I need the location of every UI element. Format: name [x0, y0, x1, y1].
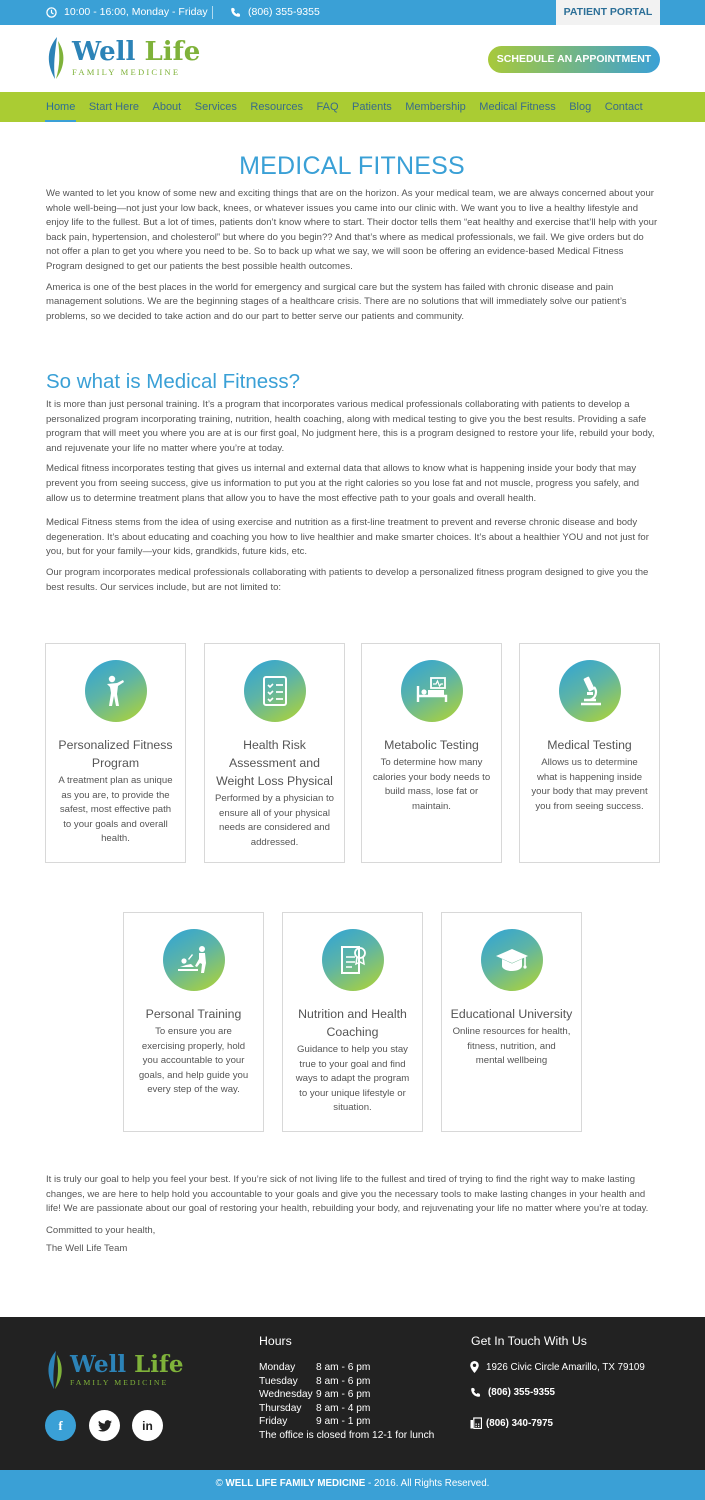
bed-monitor-icon — [415, 676, 449, 706]
phone-info[interactable] — [230, 0, 320, 25]
logo-tagline: FAMILY MEDICINE — [72, 67, 181, 77]
service-icon-badge — [244, 660, 306, 722]
service-icon-badge — [559, 660, 621, 722]
hours-time: 8 am - 6 pm — [316, 1362, 371, 1373]
site-footer — [0, 1317, 705, 1470]
footer-logo[interactable] — [45, 1349, 184, 1391]
signoff-line-1: Committed to your health, — [46, 1224, 156, 1236]
body-paragraph-3: Medical Fitness stems from the idea of using exercise and nutrition as a first-line treatment to prevent and reverse chronic disease and body degeneration. It’s about educating and coaching you how to live healthier and make smarter choices. It’s about a healthier YOU and not just for you, but for your family—your kids, grandkids, future kids, etc. — [46, 517, 649, 558]
what-is-section — [46, 370, 658, 595]
hours-day: Monday — [259, 1362, 296, 1373]
clock-icon — [46, 7, 57, 18]
divider — [212, 6, 213, 19]
copyright-text: - 2016. All Rights Reserved. — [365, 1478, 490, 1489]
service-title: Health Risk Assessment and Weight Loss Physical — [216, 738, 333, 788]
service-description: Allows us to determine what is happening inside your body that may prevent you from seeing success. — [531, 757, 648, 812]
hours-time: 9 am - 6 pm — [316, 1389, 371, 1400]
trainer-icon — [176, 945, 212, 975]
nav-item-medical-fitness[interactable]: Medical Fitness — [479, 101, 556, 113]
facebook-icon: f — [58, 1417, 63, 1433]
service-description: Performed by a physician to ensure all of your physical needs are considered and addressed. — [215, 793, 334, 848]
patient-portal-button[interactable]: PATIENT PORTAL — [556, 0, 660, 25]
hours-row — [259, 1375, 434, 1389]
phone-icon — [470, 1387, 481, 1398]
closing-section — [46, 1173, 658, 1257]
nav-item-resources[interactable]: Resources — [250, 101, 303, 113]
service-title: Medical Testing — [547, 738, 632, 752]
hours-day: Thursday — [259, 1402, 302, 1414]
map-pin-icon — [470, 1361, 479, 1373]
twitter-icon — [98, 1420, 112, 1432]
hours-heading: Hours — [259, 1334, 292, 1348]
service-icon-badge — [163, 929, 225, 991]
service-description: Guidance to help you stay true to your goal and find ways to adapt the program to your unique lifestyle or situation. — [295, 1044, 410, 1114]
hours-time: 9 am - 1 pm — [316, 1416, 371, 1427]
leaf-logo-icon — [45, 35, 67, 81]
service-card-medical-testing[interactable] — [519, 643, 660, 863]
fax-icon — [470, 1417, 482, 1429]
hours-info — [46, 0, 208, 25]
hours-day: Wednesday — [259, 1389, 313, 1400]
copyright-brand: WELL LIFE FAMILY MEDICINE — [225, 1478, 366, 1489]
service-icon-badge — [401, 660, 463, 722]
hours-day: Friday — [259, 1416, 288, 1427]
hours-text: 10:00 - 16:00, Monday - Friday — [64, 6, 208, 18]
body-paragraph-4: Our program incorporates medical professionals collaborating with patients to develop a personalized fitness program designed to give you the best results. Our services include, but are not limited to: — [46, 566, 649, 593]
nav-item-start-here[interactable]: Start Here — [88, 101, 139, 113]
logo-tagline: FAMILY MEDICINE — [70, 1378, 169, 1387]
copyright-bar: © WELL LIFE FAMILY MEDICINE - 2016. All Rights Reserved. — [0, 1470, 705, 1500]
leaf-logo-icon — [45, 1349, 65, 1391]
intro-paragraph-1: We wanted to let you know of some new and exciting things that are on the horizon. As your medical team, we are always concerned about your whole well-being—not just your low back, knees, or whatever issues you came into our clinic with. We want you to live a healthy lifestyle and enjoy life to the fullest. But a lot of times, patients don’t know where to start. Their doctor tells them “eat healthy and exercise that’ll help with your back pain, hypertension, and cholesterol” but where do you begin?? And that’s where as medical professionals, we fail. We give orders but do not offer a plan to get you where you need to be. So to back up what we say, we will soon be offering an evidence-based Medical Fitness Program designed to get our patients the best possible health outcomes. — [46, 188, 658, 272]
phone-text: (806) 355-9355 — [248, 6, 320, 18]
hours-row — [259, 1415, 434, 1429]
nav-item-blog[interactable]: Blog — [569, 101, 592, 113]
stretch-icon — [101, 674, 131, 708]
top-bar — [0, 0, 705, 25]
nav-item-membership[interactable]: Membership — [405, 101, 466, 113]
body-paragraph-2: Medical fitness incorporates testing that gives us internal and external data that allows to know what is happening inside your body that may prevent you from seeing success, give us information to put you at the right calories so you lose fat and not muscle, progress you safely, and allow us to determine treatment plans that allow you to have the most effective path to your goals and overall health. — [46, 463, 640, 504]
service-description: To ensure you are exercising properly, hold you accountable to your goals, and help guide you every step of the way. — [138, 1026, 249, 1096]
phone-icon — [230, 7, 241, 18]
page-title: MEDICAL FITNESS — [239, 152, 465, 180]
checklist-icon — [261, 674, 289, 708]
linkedin-icon: in — [142, 1418, 153, 1433]
service-card-health-risk-assessment-and-weight-loss-physical[interactable] — [204, 643, 345, 863]
service-icon-badge — [481, 929, 543, 991]
facebook-button[interactable] — [45, 1410, 76, 1441]
service-title: Educational University — [450, 1007, 573, 1021]
linkedin-button[interactable] — [132, 1410, 163, 1441]
hours-row — [259, 1402, 434, 1416]
logo-name: Well Life — [70, 1351, 184, 1378]
hours-row — [259, 1388, 434, 1402]
service-card-educational-university[interactable] — [441, 912, 582, 1132]
body-paragraph-1: It is more than just personal training. It’s a program that incorporates various medical professionals collaborating with patients to develop a personalized program incorporating training, nutrition, health coaching, along with medical testing to give you the best results. Providing a safe program that will meet you where you are at is our first goal, No judgment here, this is a program designed to restore your life, rebuild your body, and rejuvenate your life no matter where you’re at today. — [46, 399, 655, 454]
service-description: A treatment plan as unique as you are, to provide the safest, most effective path to your goals and overall health. — [58, 775, 173, 845]
contact-heading: Get In Touch With Us — [471, 1334, 587, 1348]
service-card-personal-training[interactable] — [123, 912, 264, 1132]
fax-item: (806) 340-7975 — [470, 1417, 553, 1429]
hours-time: 8 am - 6 pm — [316, 1375, 371, 1387]
graduation-cap-icon — [495, 946, 529, 974]
service-description: To determine how many calories your body needs to build mass, lose fat or maintain. — [372, 757, 491, 812]
service-title: Personal Training — [145, 1007, 242, 1021]
main-content — [46, 150, 658, 324]
microscope-icon — [575, 674, 605, 708]
service-card-personalized-fitness-program[interactable] — [45, 643, 186, 863]
hours-row — [259, 1361, 434, 1375]
intro-paragraph-2: America is one of the best places in the world for emergency and surgical care but the system has failed with chronic disease and pain management solutions. We are the beginning stages of a healthcare crisis. There are no solutions that will immediately solve our patient’s problems, so we decided to take action and do our part to better serve our patients and community. — [46, 281, 627, 322]
service-card-nutrition-and-health-coaching[interactable] — [282, 912, 423, 1132]
service-title: Personalized Fitness Program — [58, 738, 173, 770]
nav-item-about[interactable]: About — [152, 101, 182, 113]
nav-item-home[interactable]: Home — [46, 92, 75, 122]
hours-note: The office is closed from 12-1 for lunch — [259, 1429, 435, 1441]
hours-list — [259, 1361, 434, 1442]
hours-day: Tuesday — [259, 1375, 298, 1387]
logo-name: Well Life — [72, 37, 201, 67]
signoff-line-2: The Well Life Team — [46, 1243, 128, 1255]
logo[interactable] — [45, 35, 200, 81]
service-description: Online resources for health, fitness, nutrition, and mental wellbeing — [452, 1026, 571, 1067]
closing-paragraph: It is truly our goal to help you feel your best. If you’re sick of not living life to the fullest and tired of trying to find the right way to make lasting changes, we are here to help hold you accountable to your goals and give you the necessary tools to make lasting changes in your health and life! We are passionate about our goal of restoring your health, rebuilding your body, and rejuvenating your life no matter where you’re at today. — [46, 1174, 649, 1215]
service-card-metabolic-testing[interactable] — [361, 643, 502, 863]
section-heading: So what is Medical Fitness? — [46, 370, 301, 393]
service-title: Nutrition and Health Coaching — [298, 1007, 407, 1039]
hours-time: 8 am - 4 pm — [316, 1402, 371, 1414]
address-item: 1926 Civic Circle Amarillo, TX 79109 — [470, 1361, 645, 1373]
footer-phone-item[interactable]: (806) 355-9355 — [470, 1387, 555, 1398]
nav-item-faq[interactable]: FAQ — [316, 101, 339, 113]
main-nav — [0, 92, 705, 122]
twitter-button[interactable] — [89, 1410, 120, 1441]
service-icon-badge — [85, 660, 147, 722]
schedule-appointment-button[interactable]: SCHEDULE AN APPOINTMENT — [488, 46, 660, 73]
nav-item-patients[interactable]: Patients — [352, 101, 392, 113]
site-header — [0, 25, 705, 92]
nav-item-contact[interactable]: Contact — [604, 101, 643, 113]
service-icon-badge — [322, 929, 384, 991]
certificate-icon — [338, 943, 368, 977]
service-title: Metabolic Testing — [384, 738, 479, 752]
nav-item-services[interactable]: Services — [194, 101, 237, 113]
